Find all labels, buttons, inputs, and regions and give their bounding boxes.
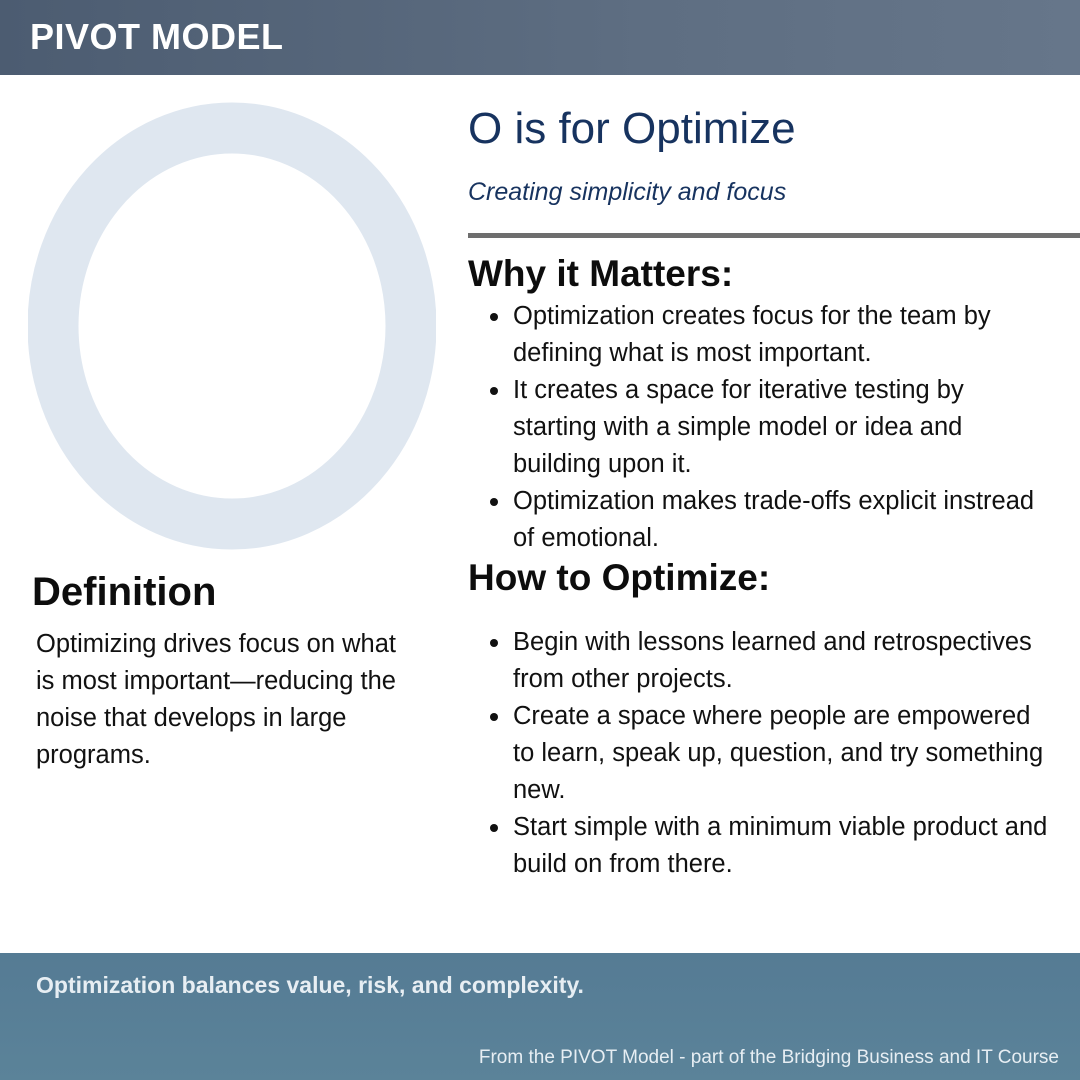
bullet-icon [490,713,498,721]
footer-bar [0,953,1080,1080]
list-item-text: Create a space where people are empowered to learn, speak up, question, and try something new. [513,702,1044,804]
list-item-text: It creates a space for iterative testing by starting with a simple model or idea and building upon it. [513,376,964,478]
list-item [490,698,1050,809]
bullet-icon [490,639,498,647]
page-subtitle: Creating simplicity and focus [468,178,787,206]
list-item [490,298,1050,372]
letter-o-icon [28,102,436,550]
list-item-text: Optimization makes trade-offs explicit instread of emotional. [513,487,1035,552]
definition-heading: Definition [32,570,217,614]
footer-tagline: Optimization balances value, risk, and complexity. [36,972,584,998]
bullet-icon [490,313,498,321]
list-item [490,372,1050,483]
bullet-icon [490,824,498,832]
list-item-text: Optimization creates focus for the team by defining what is most important. [513,302,991,367]
definition-text: Optimizing drives focus on what is most important—reducing the noise that develops in large programs. [36,630,396,769]
how-list [490,624,1050,883]
bullet-icon [490,387,498,395]
page-title: O is for Optimize [468,104,796,153]
header-title: PIVOT MODEL [30,16,284,57]
footer-credit: From the PIVOT Model - part of the Bridging Business and IT Course [478,1047,1059,1068]
list-item [490,483,1050,557]
list-item [490,624,1050,698]
how-heading: How to Optimize: [468,557,771,598]
why-heading: Why it Matters: [468,253,734,294]
list-item-text: Begin with lessons learned and retrospectives from other projects. [513,628,1032,693]
why-list [490,298,1050,557]
list-item-text: Start simple with a minimum viable product and build on from there. [513,813,1048,878]
divider [468,233,1080,238]
bullet-icon [490,498,498,506]
list-item [490,809,1050,883]
header-bar [0,0,1080,75]
